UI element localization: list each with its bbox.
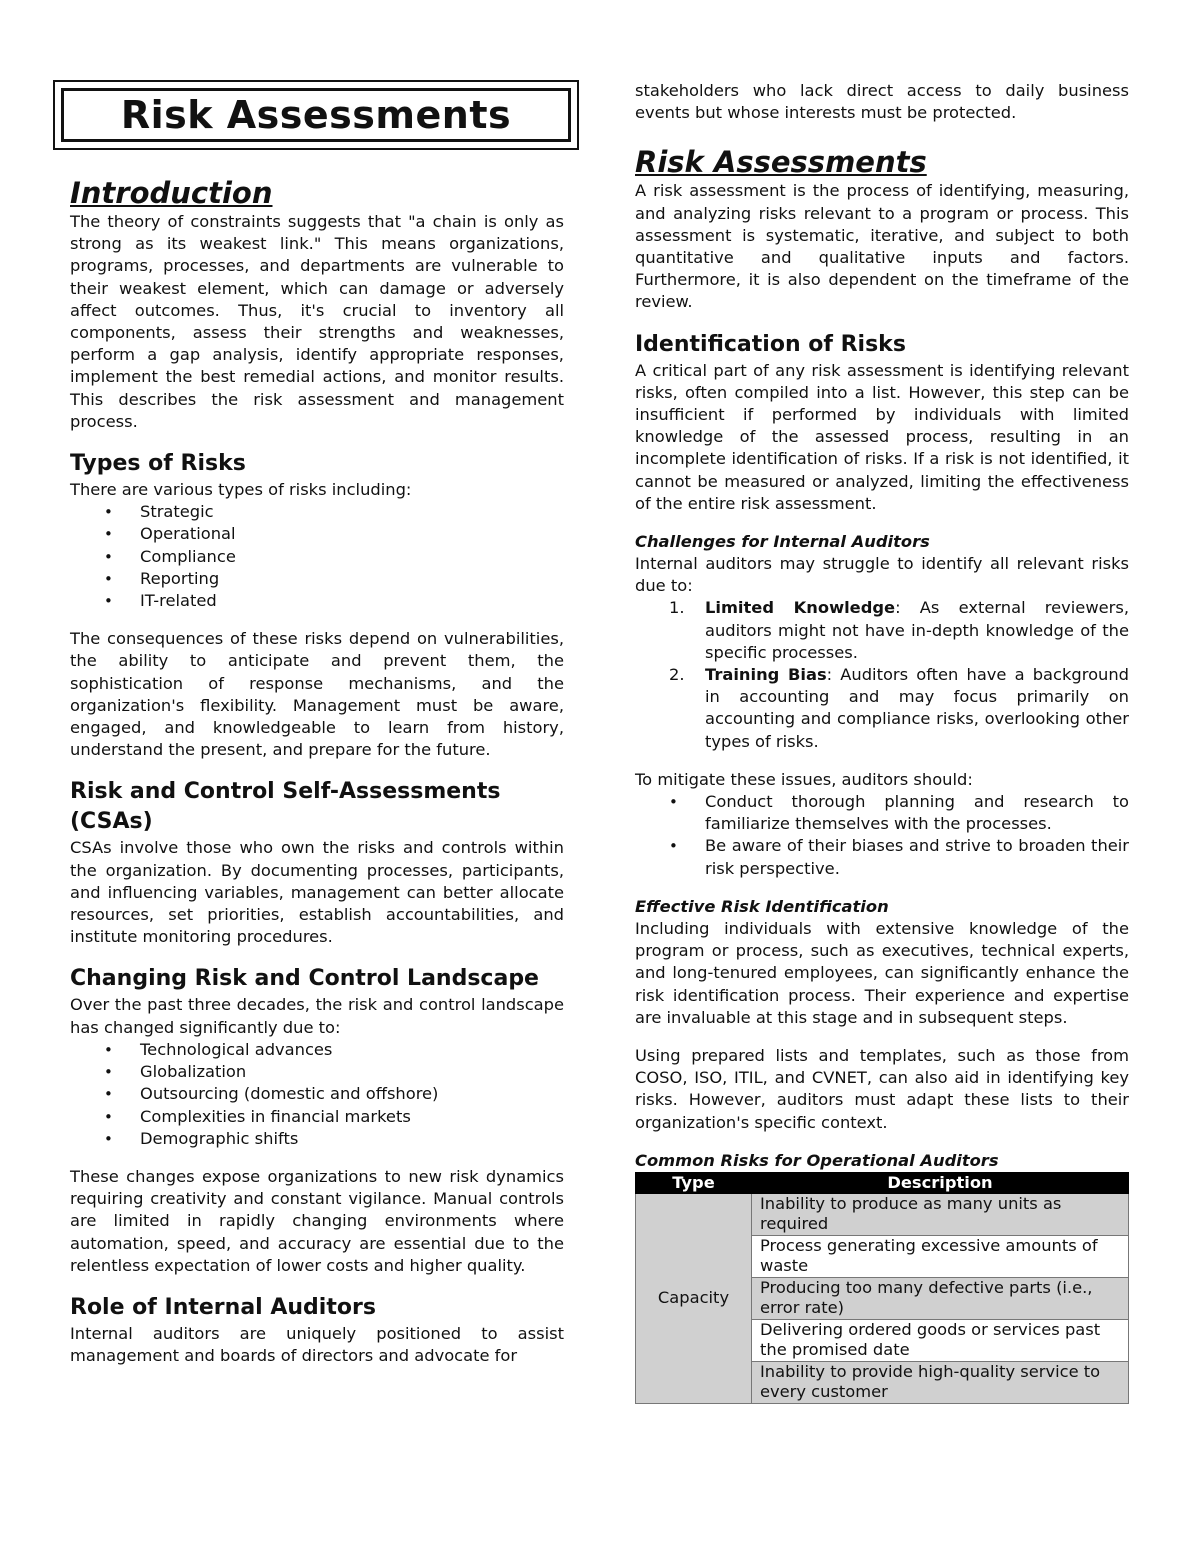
table-cell-type: Capacity [636, 1193, 752, 1403]
table-header-type: Type [636, 1172, 752, 1193]
challenges-intro: Internal auditors may struggle to identify all relevant risks due to: [635, 554, 1129, 596]
auditors-role-text: Internal auditors are uniquely positioned to assist management and boards of directors and advocate for [70, 1323, 564, 1366]
csa-text: CSAs involve those who own the risks and controls within the organization. By documenting processes, participants, and influencing variables, management can better allocate resources, set priorities, establish accountabilities, and institute monitoring procedures. [70, 838, 564, 947]
challenges-heading: Challenges for Internal Auditors [635, 532, 930, 552]
title-box [53, 80, 579, 150]
csa-heading: Risk and Control Self-Assessments (CSAs) [70, 779, 501, 835]
list-item [635, 597, 1129, 664]
landscape-list [70, 1039, 564, 1150]
list-item [635, 664, 1129, 753]
identification-text: A critical part of any risk assessment is identifying relevant risks, often compiled into a list. However, this step can be insufficient if performed by individuals with limited knowledge of the assessed process, resulting in an incomplete identification of risks. If a risk is not identified, it cannot be measured or analyzed, limiting the effectiveness of the entire risk assessment. [635, 360, 1129, 513]
list-number: 1. [669, 598, 685, 618]
table-row [636, 1193, 1129, 1235]
table-header-description: Description [752, 1172, 1129, 1193]
list-item: • IT-related [70, 590, 564, 612]
table-cell-description: Process generating excessive amounts of waste [752, 1235, 1129, 1277]
list-item: • Technological advances [70, 1039, 564, 1061]
auditors-role-heading: Role of Internal Auditors [70, 1294, 376, 1320]
right-column [635, 80, 1129, 1404]
table-cell-description: Producing too many defective parts (i.e., error rate) [752, 1277, 1129, 1319]
title-box-inner [61, 88, 571, 142]
effective-heading: Effective Risk Identification [635, 896, 889, 916]
table-cell-description: Delivering ordered goods or services past the promised date [752, 1319, 1129, 1361]
identification-heading: Identification of Risks [635, 331, 906, 357]
list-item: • Operational [70, 523, 564, 545]
list-item-text: : Auditors often have a background in accounting and may focus primarily on accounting and compliance risks, overlooking other types of risks. [705, 665, 1130, 751]
mitigate-intro: To mitigate these issues, auditors should: [635, 769, 973, 789]
types-of-risks-heading: Types of Risks [70, 451, 246, 477]
list-item: • Demographic shifts [70, 1128, 564, 1150]
document-title: Risk Assessments [120, 93, 512, 137]
landscape-intro: Over the past three decades, the risk and control landscape has changed significantly due to: [70, 995, 564, 1037]
continued-text: stakeholders who lack direct access to daily business events but whose interests must be protected. [635, 81, 1129, 123]
list-item: • Reporting [70, 568, 564, 590]
types-of-risks-text: The consequences of these risks depend on vulnerabilities, the ability to anticipate and prevent them, the sophistication of response mechanisms, and the organization's flexibility. Management must be aware, engaged, and knowledgeable to learn from history, understand the present, and prepare for the future. [70, 629, 564, 760]
risk-assessments-text: A risk assessment is the process of identifying, measuring, and analyzing risks relevant to a program or process. This assessment is systematic, iterative, and subject to both quantitative and qualitative inputs and factors. Furthermore, it is also dependent on the timeframe of the review. [635, 181, 1129, 312]
list-item-label: Limited Knowledge [705, 598, 896, 618]
list-item-text: : As external reviewers, auditors might not have in-depth knowledge of the specific processes. [705, 598, 1130, 662]
list-item: • Compliance [70, 546, 564, 568]
introduction-text: The theory of constraints suggests that "a chain is only as strong as its weakest link." This means organizations, programs, processes, and departments are vulnerable to their weakest element, which can damage or adversely affect outcomes. Thus, it's crucial to inventory all components, assess their strengths and weaknesses, perform a gap analysis, identify appropriate responses, implement the best remedial actions, and monitor results. This describes the risk assessment and management process. [70, 212, 564, 431]
list-item: • Conduct thorough planning and research to familiarize themselves with the processes. [635, 791, 1129, 835]
mitigate-list [635, 791, 1129, 880]
landscape-text: These changes expose organizations to new risk dynamics requiring creativity and constant vigilance. Manual controls are limited in rapidly changing environments where automation, speed, and accuracy are essential due to the relentless expectation of lower costs and higher quality. [70, 1166, 564, 1275]
common-risks-table [635, 1172, 1129, 1404]
risk-assessments-heading: Risk Assessments [635, 145, 927, 180]
table-cell-description: Inability to provide high-quality service to every customer [752, 1361, 1129, 1403]
table-header-row [636, 1172, 1129, 1193]
table-caption: Common Risks for Operational Auditors [635, 1150, 999, 1170]
list-item: • Strategic [70, 501, 564, 523]
introduction-heading: Introduction [70, 176, 273, 210]
left-column [70, 175, 564, 1367]
list-number: 2. [669, 665, 685, 685]
effective-text: Including individuals with extensive knowledge of the program or process, such as executives, technical experts, and long-tenured employees, can significantly enhance the risk identification process. Their experience and expertise are invaluable at this stage and in subsequent steps. [635, 918, 1129, 1027]
lists-text: Using prepared lists and templates, such as those from COSO, ISO, ITIL, and CVNET, can also aid in identifying key risks. However, auditors must adapt these lists to their organization's specific context. [635, 1045, 1129, 1132]
list-item: • Outsourcing (domestic and offshore) [70, 1083, 564, 1105]
challenges-list [635, 597, 1129, 752]
list-item: • Complexities in financial markets [70, 1106, 564, 1128]
list-item: • Globalization [70, 1061, 564, 1083]
landscape-heading: Changing Risk and Control Landscape [70, 966, 539, 992]
table-cell-description: Inability to produce as many units as required [752, 1193, 1129, 1235]
types-of-risks-list [70, 501, 564, 612]
list-item: • Be aware of their biases and strive to broaden their risk perspective. [635, 835, 1129, 879]
types-of-risks-intro: There are various types of risks including: [70, 480, 412, 500]
list-item-label: Training Bias [705, 665, 827, 685]
